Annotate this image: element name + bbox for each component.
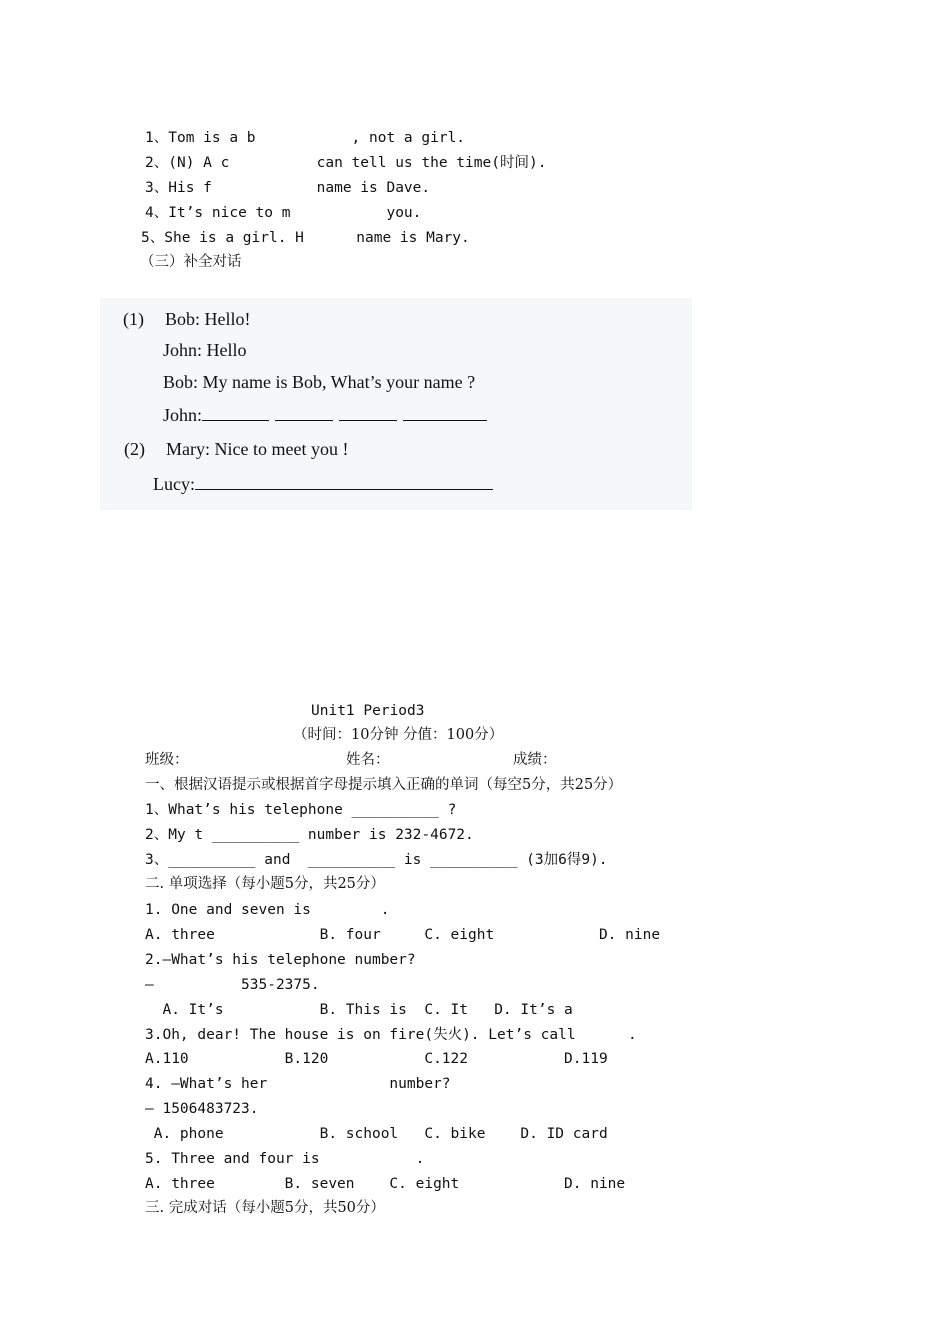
quiz-title: Unit1 Period3 <box>311 703 425 719</box>
dialogue-lucy-label: Lucy: <box>153 474 195 494</box>
dialogue-bob-name: Bob: My name is Bob, What’s your name ? <box>163 372 476 392</box>
mc-q3-options: A.110 B.120 C.122 D.119 <box>145 1051 608 1067</box>
answer-blank[interactable] <box>202 406 269 421</box>
dialogue-john-answer <box>163 404 493 426</box>
dialogue-number-1: (1) <box>123 309 144 329</box>
fill-line-5: 5、She is a girl. H name is Mary. <box>141 230 470 246</box>
answer-blank[interactable] <box>275 406 333 421</box>
s1-question-2: 2、My t __________ number is 232-4672. <box>145 827 474 843</box>
fill-line-2: 2、(N) A c can tell us the time(时间). <box>145 155 547 171</box>
mc-q2-answer: — 535-2375. <box>145 977 320 993</box>
mc-q5-stem: 5. Three and four is . <box>145 1151 425 1167</box>
dialogue-lucy-answer <box>153 473 499 495</box>
mc-q4-stem: 4. —What’s her number? <box>145 1076 451 1092</box>
section3-heading: 三. 完成对话（每小题5分，共50分） <box>145 1200 385 1216</box>
answer-blank[interactable] <box>403 406 487 421</box>
answer-blank[interactable] <box>339 406 397 421</box>
dialogue-mary-line: Mary: Nice to meet you ! <box>166 439 349 459</box>
mc-q4-options: A. phone B. school C. bike D. ID card <box>145 1126 608 1142</box>
dialogue-john-hello: John: Hello <box>163 340 247 360</box>
section-heading-dialogue: （三）补全对话 <box>140 254 242 270</box>
dialogue-john-label: John: <box>163 405 203 425</box>
fill-line-1: 1、Tom is a b , not a girl. <box>145 130 466 146</box>
section1-heading: 一、根据汉语提示或根据首字母提示填入正确的单词（每空5分，共25分） <box>145 777 623 793</box>
mc-q2-stem: 2.—What’s his telephone number? <box>145 952 416 968</box>
mc-q5-options: A. three B. seven C. eight D. nine <box>145 1176 626 1192</box>
answer-blank[interactable] <box>195 475 493 490</box>
s1-question-1: 1、What’s his telephone __________ ? <box>145 802 457 818</box>
s1-question-3: 3、__________ and __________ is __________ (3加6得9). <box>145 852 608 868</box>
quiz-subtitle: （时间：10分钟 分值：100分） <box>293 727 504 743</box>
fill-line-4: 4、It’s nice to m you. <box>145 205 422 221</box>
dialogue-number-2: (2) <box>124 439 145 459</box>
section2-heading: 二. 单项选择（每小题5分，共25分） <box>145 876 385 892</box>
mc-q1-options: A. three B. four C. eight D. nine <box>145 927 661 943</box>
mc-q3-stem: 3.Oh, dear! The house is on fire(失火). Let’s call . <box>145 1027 637 1043</box>
name-label: 姓名： <box>346 752 390 768</box>
class-label: 班级： <box>145 752 189 768</box>
dialogue-bob-hello: Bob: Hello! <box>165 309 251 329</box>
mc-q2-options: A. It’s B. This is C. It D. It’s a <box>145 1002 573 1018</box>
score-label: 成绩： <box>513 752 557 768</box>
fill-line-3: 3、His f name is Dave. <box>145 180 431 196</box>
mc-q1-stem: 1. One and seven is . <box>145 902 390 918</box>
mc-q4-answer: — 1506483723. <box>145 1101 259 1117</box>
